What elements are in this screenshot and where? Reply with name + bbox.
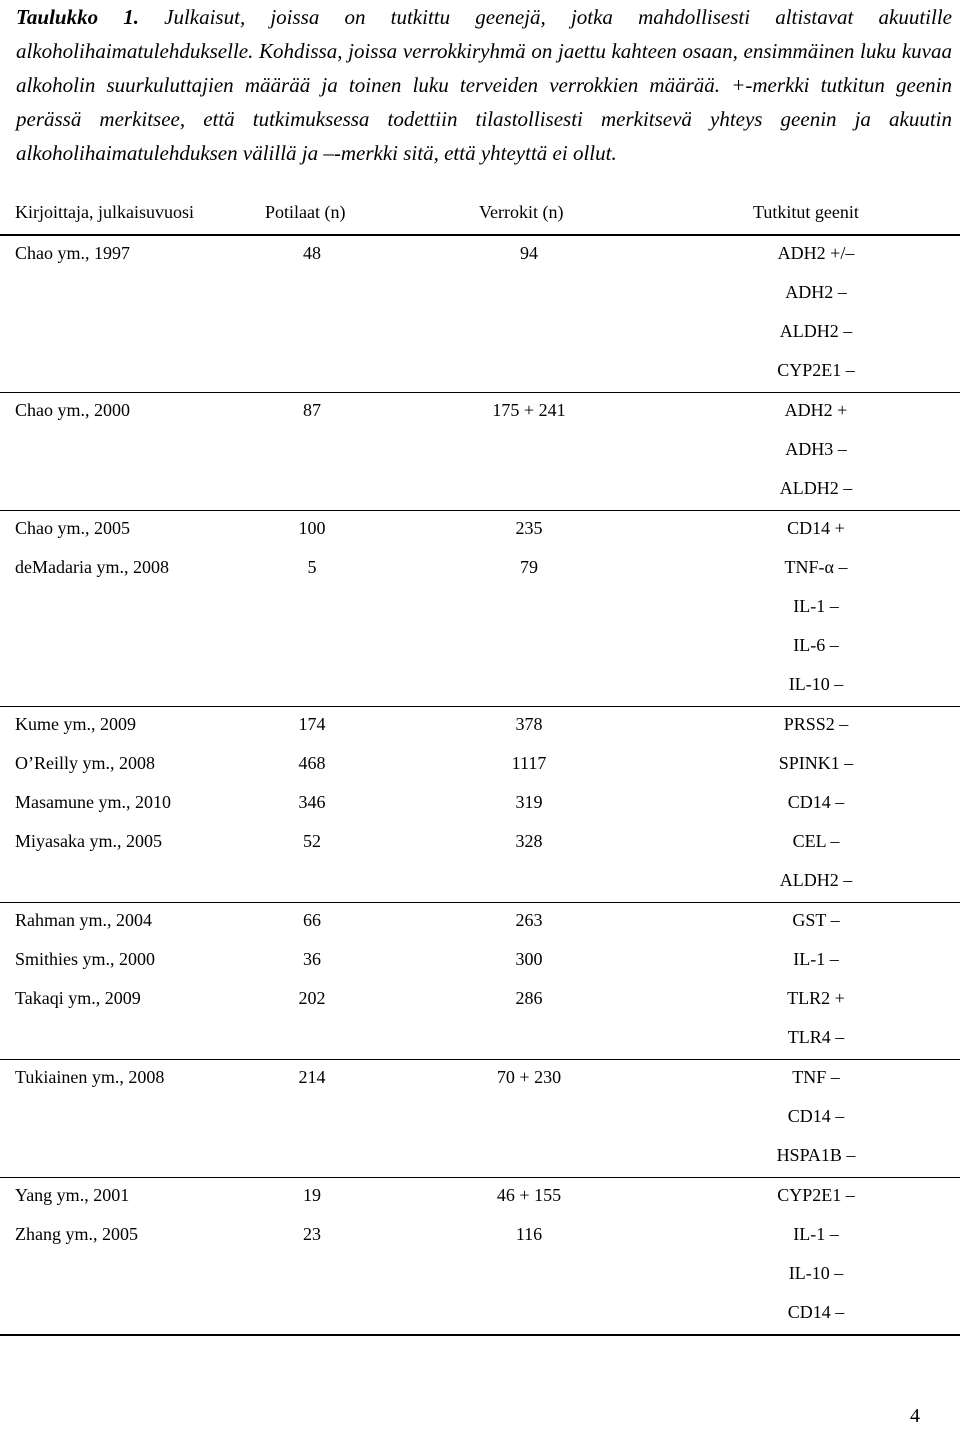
cell-gene: HSPA1B –: [776, 1145, 856, 1165]
cell-gene: PRSS2 –: [783, 714, 849, 734]
table-row-line: [0, 275, 960, 314]
cell-gene: CD14 +: [787, 518, 845, 538]
cell-gene: TNF –: [792, 1067, 840, 1087]
table-row-line: [0, 1178, 960, 1217]
cell-gene: ADH2 +: [784, 400, 848, 420]
cell-patients: 468: [298, 753, 326, 773]
table-header: [0, 194, 960, 236]
cell-author: Takaqi ym., 2009: [15, 988, 141, 1008]
cell-controls: 46 + 155: [496, 1185, 562, 1205]
cell-patients: 214: [298, 1067, 326, 1087]
cell-patients: 346: [298, 792, 326, 812]
cell-gene: GST –: [792, 910, 840, 930]
header-patients: Potilaat (n): [265, 202, 346, 222]
cell-gene: IL-1 –: [793, 1224, 839, 1244]
table-row-line: [0, 314, 960, 353]
cell-patients: 202: [298, 988, 326, 1008]
table-body: [0, 236, 960, 1336]
cell-gene: CYP2E1 –: [777, 1185, 855, 1205]
cell-controls: 319: [515, 792, 543, 812]
cell-gene: TLR4 –: [787, 1027, 845, 1047]
cell-author: Kume ym., 2009: [15, 714, 136, 734]
cell-gene: CD14 –: [787, 792, 845, 812]
table-row-line: [0, 353, 960, 392]
table-row-line: [0, 1138, 960, 1177]
cell-author: O’Reilly ym., 2008: [15, 753, 155, 773]
cell-author: Miyasaka ym., 2005: [15, 831, 162, 851]
table-row: [0, 981, 960, 1060]
table-row-line: [0, 942, 960, 981]
table-row: [0, 903, 960, 942]
table-row-line: [0, 432, 960, 471]
cell-gene: TNF-α –: [784, 557, 848, 577]
cell-controls: 116: [515, 1224, 543, 1244]
table-row: [0, 824, 960, 903]
table-row-line: [0, 824, 960, 863]
table-row: [0, 785, 960, 824]
cell-gene: ADH2 +/–: [777, 243, 855, 263]
table-row: [0, 707, 960, 746]
cell-controls: 286: [515, 988, 543, 1008]
table-row-line: [0, 1060, 960, 1099]
table-row-line: [0, 863, 960, 902]
table-row: [0, 942, 960, 981]
table-row-line: [0, 981, 960, 1020]
table-row: [0, 1217, 960, 1336]
table-caption: [16, 0, 952, 170]
cell-patients: 87: [303, 400, 321, 420]
cell-gene: ALDH2 –: [779, 321, 853, 341]
cell-controls: 378: [515, 714, 543, 734]
cell-patients: 19: [303, 1185, 321, 1205]
table-row: [0, 393, 960, 511]
cell-gene: CEL –: [792, 831, 840, 851]
table-row-line: [0, 236, 960, 275]
table-row: [0, 550, 960, 707]
header-genes: Tutkitut geenit: [753, 202, 859, 222]
table-row-line: [0, 785, 960, 824]
cell-gene: IL-1 –: [793, 949, 839, 969]
cell-controls: 300: [515, 949, 543, 969]
table-row: [0, 511, 960, 550]
table-row-line: [0, 746, 960, 785]
caption-text: Julkaisut, joissa on tutkittu geenejä, jotka mahdollisesti altistavat akuutille alkoholihaimatulehdukselle. Kohdissa, joissa verrokkiryhmä on jaettu kahteen osaan, ensimmäinen luku kuvaa alkoholin suurkuluttajien määrää ja toinen luku terveiden verrokkien määrää. +-merkki tutkitun geenin perässä merkitsee, että tutkimuksessa todettiin tilastollisesti merkitsevä yhteys geenin ja akuutin alkoholihaimatulehduksen välillä ja –-merkki sitä, että yhteyttä ei ollut.: [16, 5, 952, 165]
table-row-line: [0, 589, 960, 628]
cell-patients: 36: [303, 949, 321, 969]
cell-author: Rahman ym., 2004: [15, 910, 152, 930]
cell-gene: IL-10 –: [788, 674, 844, 694]
table-row-line: [0, 1256, 960, 1295]
cell-patients: 5: [307, 557, 317, 577]
cell-gene: IL-6 –: [793, 635, 839, 655]
cell-patients: 174: [298, 714, 326, 734]
cell-controls: 70 + 230: [496, 1067, 562, 1087]
caption-label: Taulukko 1.: [16, 5, 139, 29]
cell-controls: 328: [515, 831, 543, 851]
table-row-line: [0, 511, 960, 550]
cell-patients: 52: [303, 831, 321, 851]
cell-author: Chao ym., 1997: [15, 243, 130, 263]
table-row-line: [0, 550, 960, 589]
table-row-line: [0, 1217, 960, 1256]
cell-patients: 23: [303, 1224, 321, 1244]
table-row-line: [0, 1020, 960, 1059]
cell-author: Zhang ym., 2005: [15, 1224, 138, 1244]
cell-gene: CD14 –: [787, 1106, 845, 1126]
table-row: [0, 1060, 960, 1178]
cell-gene: IL-1 –: [793, 596, 839, 616]
cell-author: Yang ym., 2001: [15, 1185, 130, 1205]
cell-gene: SPINK1 –: [778, 753, 854, 773]
cell-controls: 1117: [511, 753, 547, 773]
gene-study-table: [0, 194, 960, 1336]
cell-author: Chao ym., 2000: [15, 400, 130, 420]
table-row-line: [0, 471, 960, 510]
cell-controls: 235: [515, 518, 543, 538]
table-row: [0, 1178, 960, 1217]
cell-controls: 79: [520, 557, 538, 577]
cell-author: Masamune ym., 2010: [15, 792, 171, 812]
table-row-line: [0, 628, 960, 667]
table-row-line: [0, 1295, 960, 1334]
header-author: Kirjoittaja, julkaisuvuosi: [15, 202, 194, 222]
page-number: 4: [910, 1405, 920, 1427]
cell-controls: 175 + 241: [492, 400, 566, 420]
cell-gene: ALDH2 –: [779, 478, 853, 498]
cell-controls: 94: [520, 243, 538, 263]
cell-author: Chao ym., 2005: [15, 518, 130, 538]
cell-controls: 263: [515, 910, 543, 930]
cell-gene: ALDH2 –: [779, 870, 853, 890]
cell-gene: IL-10 –: [788, 1263, 844, 1283]
cell-author: Smithies ym., 2000: [15, 949, 156, 969]
table-row-line: [0, 903, 960, 942]
cell-gene: CD14 –: [787, 1302, 845, 1322]
header-controls: Verrokit (n): [479, 202, 564, 222]
cell-gene: ADH2 –: [785, 282, 847, 302]
cell-author: deMadaria ym., 2008: [15, 557, 169, 577]
cell-author: Tukiainen ym., 2008: [15, 1067, 165, 1087]
cell-gene: TLR2 +: [787, 988, 845, 1008]
cell-gene: CYP2E1 –: [777, 360, 855, 380]
cell-patients: 48: [303, 243, 321, 263]
table-row-line: [0, 393, 960, 432]
table-row-line: [0, 1099, 960, 1138]
cell-patients: 66: [303, 910, 321, 930]
table-row-line: [0, 707, 960, 746]
cell-patients: 100: [298, 518, 326, 538]
table-row: [0, 236, 960, 393]
table-row: [0, 746, 960, 785]
cell-gene: ADH3 –: [785, 439, 847, 459]
table-row-line: [0, 667, 960, 706]
